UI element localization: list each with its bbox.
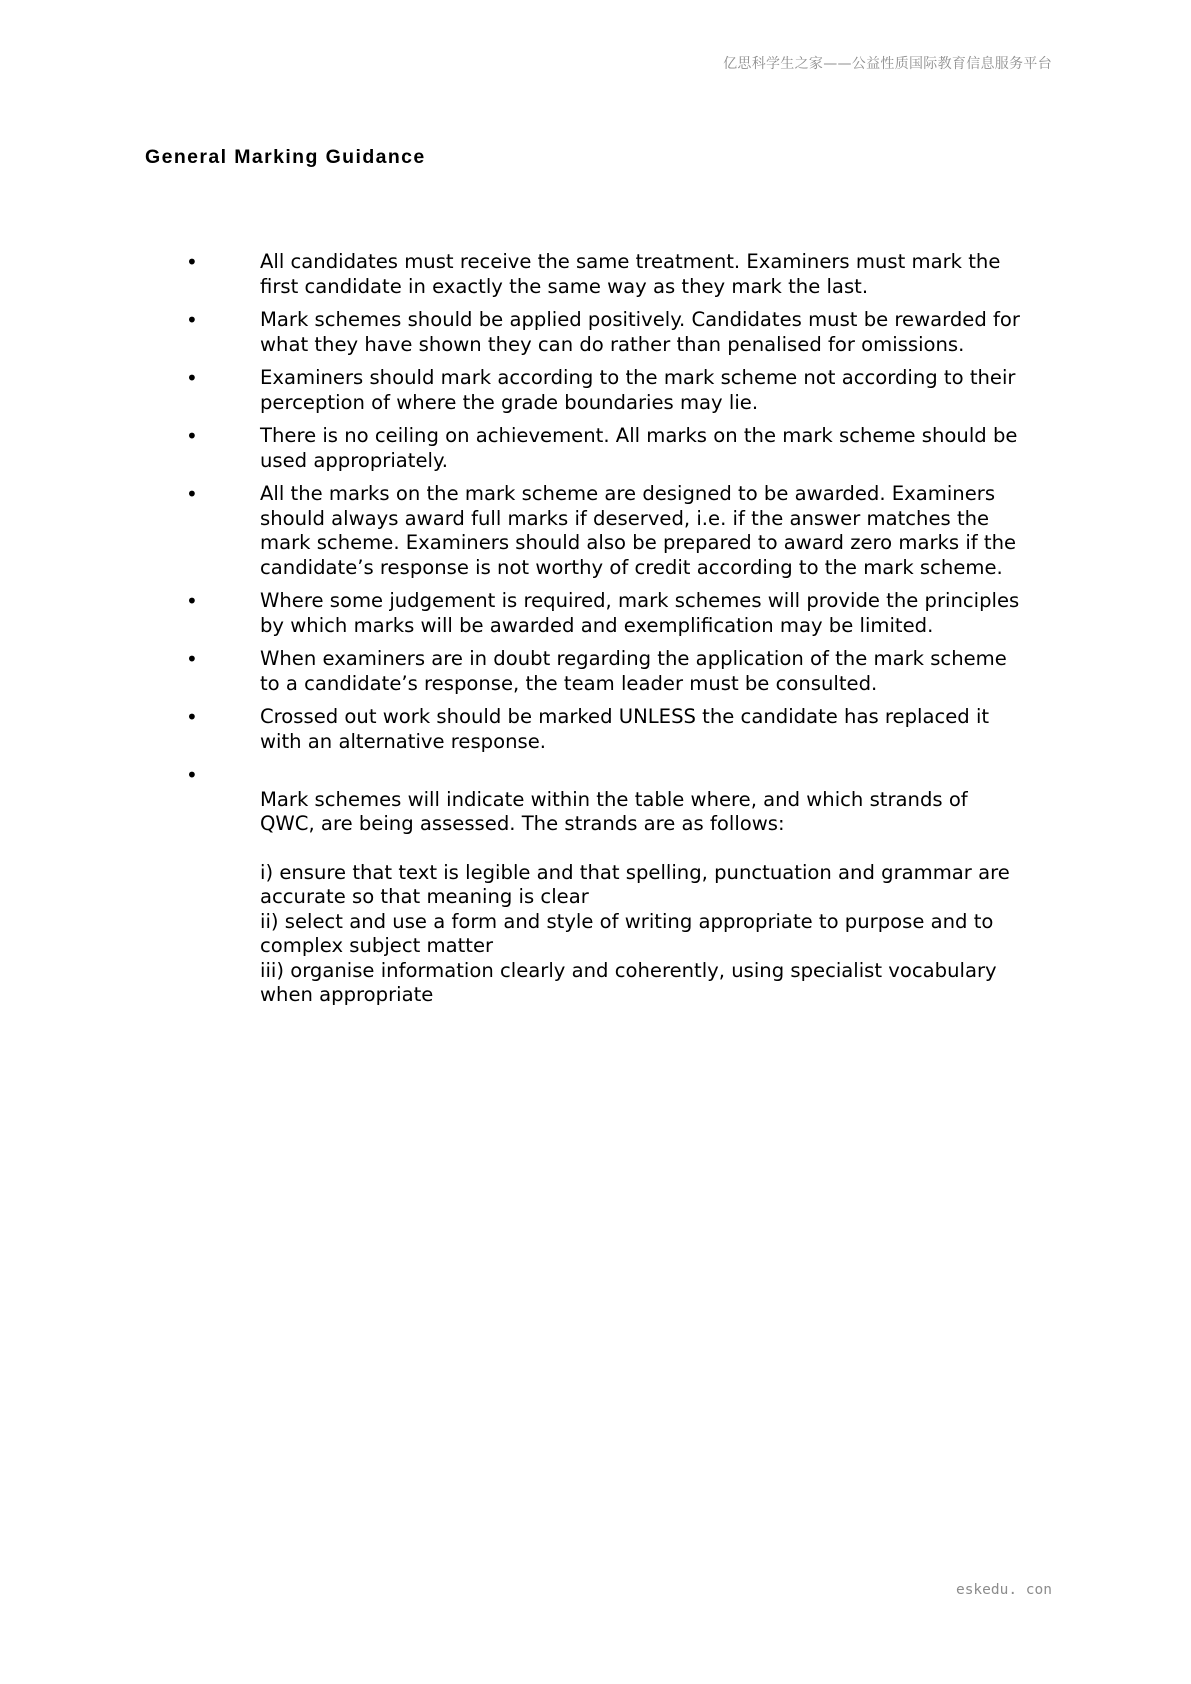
qwc-strand-i: i) ensure that text is legible and that spelling, punctuation and grammar are accurate so that meaning is clear bbox=[260, 860, 1010, 908]
guidance-item-text: There is no ceiling on achievement. All marks on the mark scheme should be used appropriately. bbox=[260, 424, 1018, 472]
guidance-item bbox=[184, 589, 1064, 638]
guidance-item bbox=[184, 482, 1064, 580]
guidance-item-text: Crossed out work should be marked UNLESS the candidate has replaced it with an alternative response. bbox=[260, 705, 990, 753]
bullet-icon: • bbox=[186, 763, 198, 787]
bullet-icon: • bbox=[186, 424, 198, 448]
bullet-icon: • bbox=[186, 482, 198, 506]
guidance-item-text: When examiners are in doubt regarding the application of the mark scheme to a candidate’s response, the team leader must be consulted. bbox=[260, 647, 1007, 695]
guidance-item-text: All the marks on the mark scheme are designed to be awarded. Examiners should always award full marks if deserved, i.e. if the answer matches the mark scheme. Examiners should also be prepared to award zero marks if the candidate’s response is not worthy of credit according to the mark scheme. bbox=[260, 482, 1017, 579]
qwc-strands bbox=[260, 861, 1064, 1008]
bullet-icon: • bbox=[186, 308, 198, 332]
guidance-item-text: Mark schemes will indicate within the table where, and which strands of QWC, are being assessed. The strands are as follows: bbox=[260, 787, 968, 835]
qwc-strand-ii: ii) select and use a form and style of writing appropriate to purpose and to complex subject matter bbox=[260, 909, 994, 957]
guidance-item bbox=[184, 647, 1064, 696]
header-watermark: 亿思科学生之家——公益性质国际教育信息服务平台 bbox=[723, 56, 1052, 72]
guidance-list bbox=[184, 250, 1064, 1041]
guidance-item-text: Where some judgement is required, mark schemes will provide the principles by which marks will be awarded and exemplification may be limited. bbox=[260, 589, 1020, 637]
guidance-item-text: All candidates must receive the same treatment. Examiners must mark the first candidate in exactly the same way as they mark the last. bbox=[260, 250, 1001, 298]
guidance-item-qwc-body bbox=[260, 763, 1064, 1032]
bullet-icon: • bbox=[186, 647, 198, 671]
bullet-icon: • bbox=[186, 589, 198, 613]
bullet-icon: • bbox=[186, 705, 198, 729]
guidance-item bbox=[184, 366, 1064, 415]
page-title: General Marking Guidance bbox=[145, 146, 426, 168]
bullet-icon: • bbox=[186, 250, 198, 274]
guidance-item bbox=[184, 308, 1064, 357]
footer-watermark: eskedu. con bbox=[955, 1582, 1052, 1598]
guidance-item bbox=[184, 705, 1064, 754]
guidance-item-qwc bbox=[184, 763, 1064, 1032]
guidance-item-text: Mark schemes should be applied positively. Candidates must be rewarded for what they have shown they can do rather than penalised for omissions. bbox=[260, 308, 1020, 356]
qwc-strand-iii: iii) organise information clearly and coherently, using specialist vocabulary when appropriate bbox=[260, 958, 997, 1006]
bullet-icon: • bbox=[186, 366, 198, 390]
guidance-item bbox=[184, 250, 1064, 299]
guidance-item bbox=[184, 424, 1064, 473]
guidance-item-text: Examiners should mark according to the mark scheme not according to their perception of where the grade boundaries may lie. bbox=[260, 366, 1016, 414]
